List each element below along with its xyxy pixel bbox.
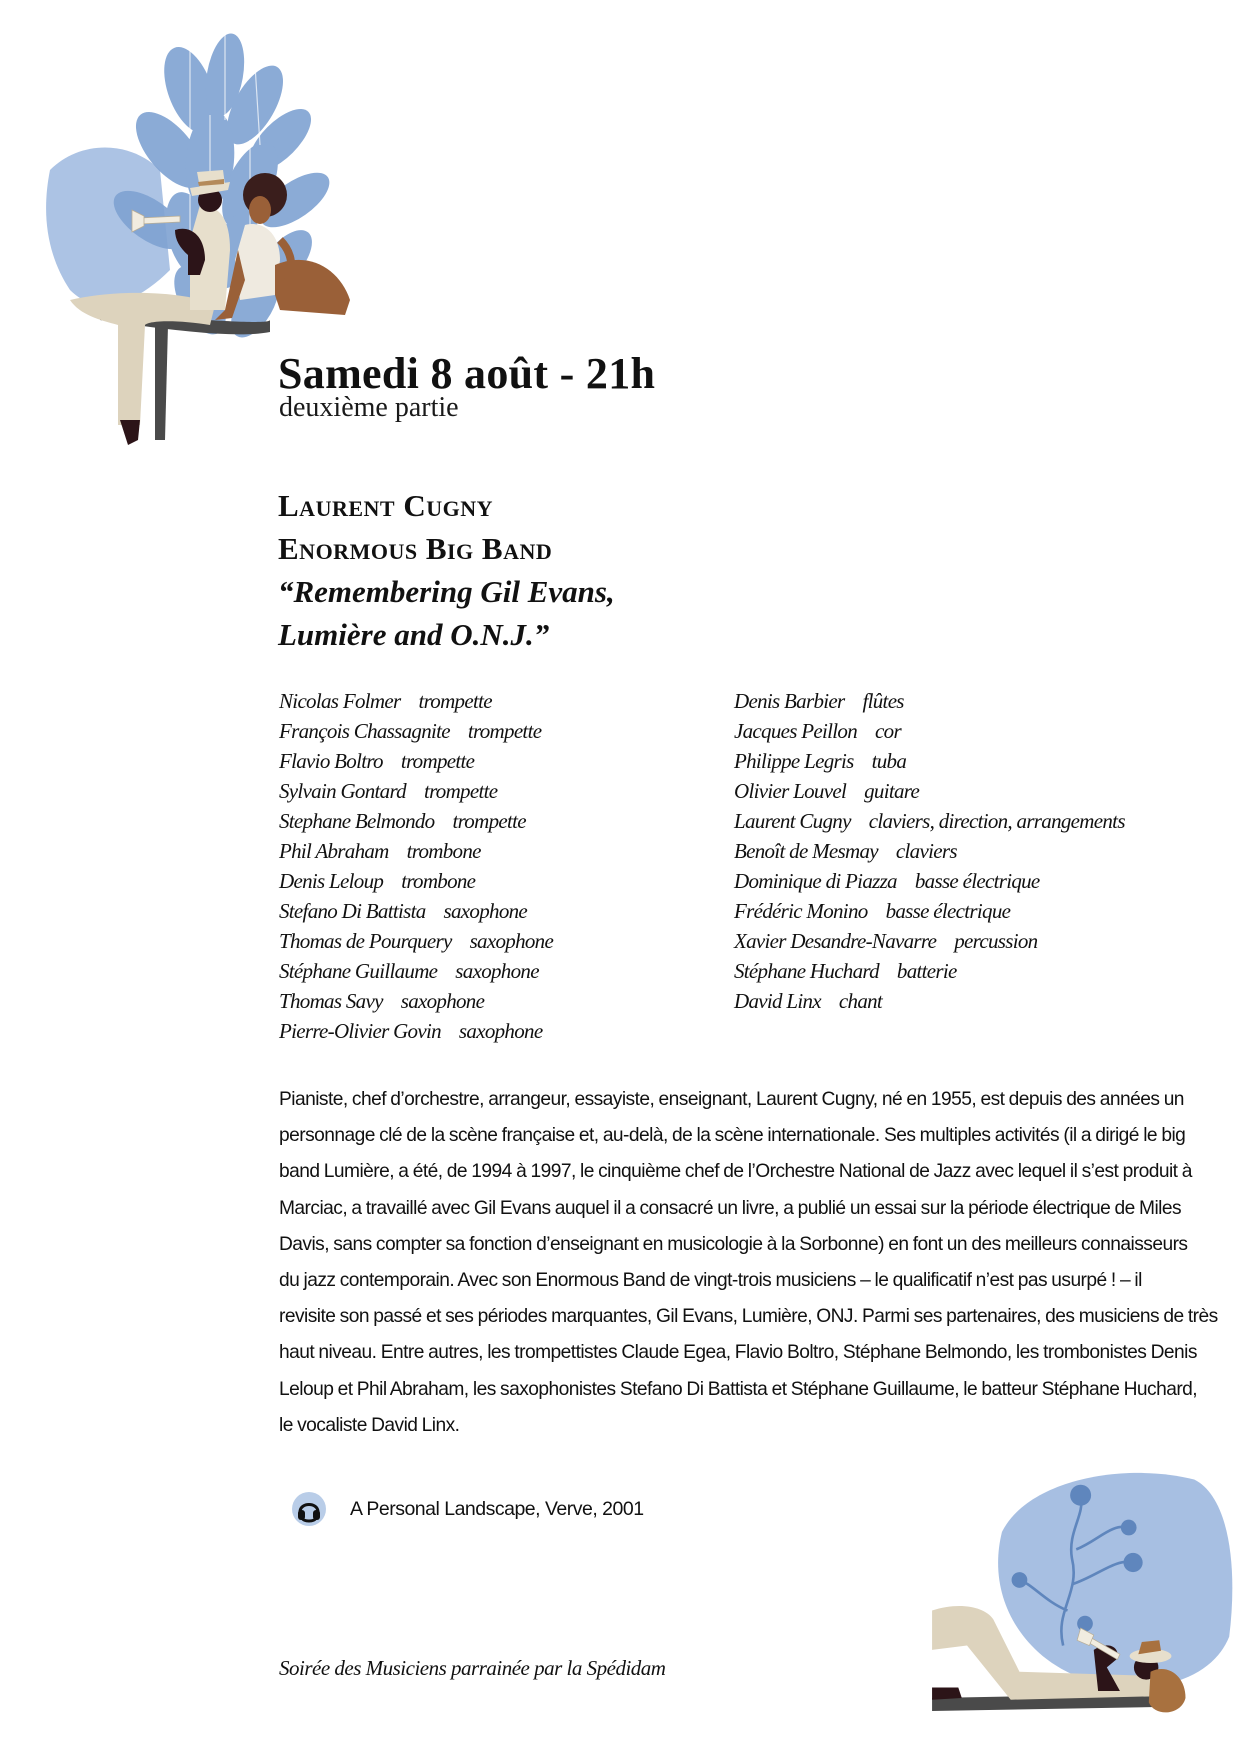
discography-label: A Personal Landscape, Verve, 2001 <box>350 1497 644 1520</box>
illustration-reclining-trumpeter <box>930 1462 1240 1753</box>
musician-name: Stephane Belmondo <box>279 809 435 833</box>
musician-instrument: claviers, direction, arrangements <box>868 809 1125 833</box>
band-name: Enormous Big Band <box>278 531 553 566</box>
roster-row <box>734 956 1234 986</box>
bio-line: Leloup et Phil Abraham, les saxophonistes Stefano Di Battista et Stéphane Guillaume, le batteur Stéphane Huchard, <box>279 1378 1198 1400</box>
roster-row <box>279 806 719 836</box>
bio-line: band Lumière, a été, de 1994 à 1997, le cinquième chef de l’Orchestre National de Jazz avec lequel il s’est produit à <box>279 1161 1192 1183</box>
musician-name: François Chassagnite <box>279 719 450 743</box>
roster-row <box>279 746 719 776</box>
musician-name: Olivier Louvel <box>734 779 847 803</box>
musician-name: Pierre-Olivier Govin <box>279 1019 441 1043</box>
musician-name: Sylvain Gontard <box>279 779 406 803</box>
roster-row <box>279 926 719 956</box>
musician-instrument: guitare <box>864 779 920 803</box>
bio-line: Marciac, a travaillé avec Gil Evans auquel il a consacré un livre, a publié un essai sur la période électrique de Miles <box>279 1197 1182 1219</box>
musician-name: Dominique di Piazza <box>734 869 897 893</box>
musician-name: Thomas Savy <box>279 989 383 1013</box>
roster-row <box>734 866 1234 896</box>
bio-line: personnage clé de la scène française et, au-delà, de la scène internationale. Ses multiples activités (il a dirigé le big <box>279 1125 1186 1147</box>
roster-row <box>279 896 719 926</box>
musician-name: Stefano Di Battista <box>279 899 426 923</box>
discography-entry <box>290 1490 644 1528</box>
roster-row <box>734 896 1234 926</box>
musician-instrument: saxophone <box>469 929 554 953</box>
musician-instrument: trompette <box>467 719 542 743</box>
roster-row <box>279 836 719 866</box>
roster-row <box>734 836 1234 866</box>
roster-row <box>279 956 719 986</box>
bio-line: haut niveau. Entre autres, les trompettistes Claude Egea, Flavio Boltro, Stéphane Belmondo, les trombonistes Denis <box>279 1342 1197 1364</box>
event-subtitle: deuxième partie <box>279 392 459 423</box>
program-title-line2: Lumière and O.N.J.” <box>278 617 550 652</box>
roster-row <box>279 686 719 716</box>
roster-row <box>734 716 1234 746</box>
roster-row <box>734 926 1234 956</box>
musician-instrument: trompette <box>400 749 475 773</box>
band-heading <box>278 484 615 656</box>
musician-instrument: saxophone <box>458 1019 543 1043</box>
roster-right-column <box>734 686 1234 1016</box>
musician-name: Thomas de Pourquery <box>279 929 452 953</box>
biography-paragraph <box>279 1082 1218 1444</box>
bio-line: Davis, sans compter sa fonction d’enseignant en musicologie à la Sorbonne) en font un des meilleurs connaisseurs <box>279 1233 1188 1255</box>
musician-name: Phil Abraham <box>279 839 389 863</box>
roster-row <box>279 716 719 746</box>
bio-line: Pianiste, chef d’orchestre, arrangeur, essayiste, enseignant, Laurent Cugny, né en 1955, est depuis des années un <box>279 1089 1184 1110</box>
roster-row <box>279 866 719 896</box>
roster-left-column <box>279 686 719 1046</box>
musician-instrument: trompette <box>452 809 526 833</box>
musician-name: Stéphane Guillaume <box>279 959 438 983</box>
roster-row <box>734 686 1234 716</box>
musician-name: Denis Barbier <box>734 689 845 713</box>
musician-name: Flavio Boltro <box>279 749 383 773</box>
musician-instrument: saxophone <box>400 989 485 1013</box>
bio-line: revisite son passé et ses périodes marquantes, Gil Evans, Lumière, ONJ. Parmi ses partenaires, des musiciens de très <box>279 1306 1218 1328</box>
musician-name: Laurent Cugny <box>734 809 851 833</box>
musician-instrument: flûtes <box>862 689 904 713</box>
roster-row <box>734 986 1234 1016</box>
sponsor-footer: Soirée des Musiciens parrainée par la Spédidam <box>279 1656 666 1680</box>
musician-name: Xavier Desandre-Navarre <box>734 929 937 953</box>
musician-instrument: cor <box>875 719 901 743</box>
musician-instrument: trompette <box>423 779 498 803</box>
musician-instrument: batterie <box>896 959 957 983</box>
roster-row <box>734 776 1234 806</box>
musician-instrument: trombone <box>406 839 481 863</box>
musician-instrument: chant <box>838 989 883 1013</box>
roster-row <box>279 1016 719 1046</box>
musician-instrument: percussion <box>954 929 1038 953</box>
musician-instrument: claviers <box>895 839 957 863</box>
event-title: Samedi 8 août - 21h <box>278 349 656 398</box>
musician-instrument: trombone <box>401 869 476 893</box>
musician-instrument: saxophone <box>443 899 528 923</box>
musician-name: David Linx <box>734 989 821 1013</box>
musician-name: Philippe Legris <box>734 749 854 773</box>
bio-line: le vocaliste David Linx. <box>279 1414 460 1436</box>
musician-instrument: basse électrique <box>914 869 1040 893</box>
musician-name: Denis Leloup <box>279 869 384 893</box>
musician-instrument: saxophone <box>455 959 539 983</box>
musician-instrument: tuba <box>871 749 907 773</box>
musician-name: Nicolas Folmer <box>279 689 401 713</box>
roster-row <box>279 776 719 806</box>
roster-row <box>734 806 1234 836</box>
musician-name: Jacques Peillon <box>734 719 858 743</box>
musician-instrument: basse électrique <box>885 899 1011 923</box>
program-title-line1: “Remembering Gil Evans, <box>278 574 615 609</box>
band-leader: Laurent Cugny <box>278 488 493 523</box>
roster-row <box>279 986 719 1016</box>
bio-line: du jazz contemporain. Avec son Enormous Band de vingt-trois musiciens – le qualificatif n’est pas usurpé ! – il <box>279 1270 1142 1292</box>
headphones-icon <box>290 1490 328 1528</box>
musician-name: Benoît de Mesmay <box>734 839 878 863</box>
musician-name: Stéphane Huchard <box>734 959 879 983</box>
musician-name: Frédéric Monino <box>734 899 868 923</box>
roster-row <box>734 746 1234 776</box>
musician-instrument: trompette <box>418 689 492 713</box>
